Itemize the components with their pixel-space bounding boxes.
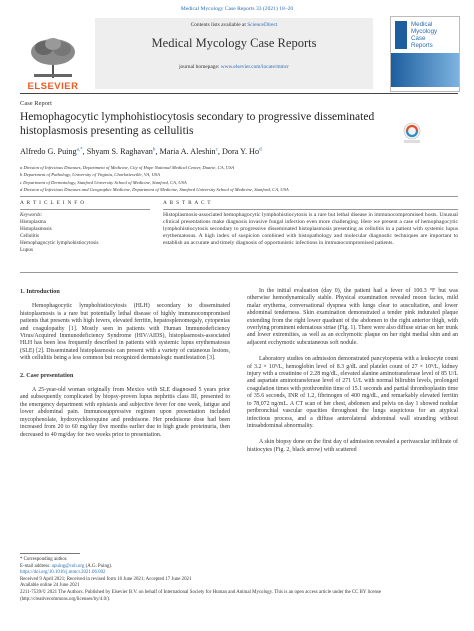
footnotes xyxy=(20,557,458,603)
affiliation-line: c Department of Dermatology, Stanford University School of Medicine, Stanford, CA, USA xyxy=(20,179,187,185)
body-paragraph: In the initial evaluation (day 0), the patient had a fever of 100.3 °F but was otherwise hemodynamically stable. Physical examination revealed moon facies, mild malar erythema, conversational dyspnea with lungs clear to auscultation, and lower abdominal tenderness. Skin examination demonstrated a tender pink indurated plaque extending from the right lower quadrant of the abdomen to the right anterior thigh, with overlying prominent edematous striae (Fig. 1). There were also diffuse striae on her trunk and lower extremities, as well as an ecchymotic plaque on her right medial shin and an adjacent ecchymotic subcutaneous soft nodule. xyxy=(247,288,458,346)
cover-title xyxy=(411,21,437,49)
available-online: Available online 24 June 2021 xyxy=(20,583,80,589)
received-dates: Received 9 April 2021; Received in revised form 16 June 2021; Accepted 17 June 2021 xyxy=(20,576,192,582)
abstract-text: Histoplasmosis-associated hemophagocytic lymphohistiocytosis is a rare but lethal disease in immunocompromised hosts. Unusual clinical presentations make diagnosis invasive fungal infection even more challenging. Here we present a case of hemophagocytic lymphohistiocytosis secondary to progressive disseminated histoplasmosis presenting as cellulitis in a patient with systemic lupus erythematosus. A high index of suspicion combined with histopathology and molecular diagnostic techniques are important to establish an accurate and timely diagnosis of opportunistic infections in immunocompromised patients. xyxy=(163,212,458,247)
doi-link[interactable]: https://doi.org/10.1016/j.mmcr.2021.06.002 xyxy=(20,570,106,576)
elsevier-logo xyxy=(20,36,86,92)
left-column xyxy=(20,288,230,448)
sciencedirect-link[interactable]: ScienceDirect xyxy=(247,22,278,28)
keyword: Hemophagocytic lymphohistiocytosis xyxy=(20,240,99,246)
cover-title-line: Mycology xyxy=(411,28,438,35)
check-for-updates-icon[interactable] xyxy=(400,120,424,144)
cover-stripe xyxy=(395,21,407,49)
author-name[interactable]: Dora Y. Ho xyxy=(221,147,260,156)
author-marks: b xyxy=(152,147,156,153)
keyword: Histoplasma xyxy=(20,219,46,225)
author-marks: a,* xyxy=(76,147,83,153)
author-marks: c xyxy=(215,147,218,153)
body-paragraph: A skin biopsy done on the first day of admission revealed a perivascular infiltrate of histiocytes (Fig. 2, black arrow) with scattered xyxy=(247,439,458,453)
running-header: Medical Mycology Case Reports 33 (2021) 18–20 xyxy=(180,6,294,12)
contents-line xyxy=(95,22,373,28)
corresponding-author-note: * Corresponding author. xyxy=(20,557,68,562)
right-column xyxy=(247,288,458,463)
keyword: Cellulitis xyxy=(20,233,40,239)
contents-prefix: Contents lists available at xyxy=(190,22,246,28)
homepage-line xyxy=(95,64,373,70)
body-paragraph: Laboratory studies on admission demonstrated pancytopenia with a leukocyte count of 3.2 × 10⁹/L, hemoglobin level of 8.3 g/dL and platelet count of 27 × 10⁹/L, kidney injury with a creatinine of 2.28 mg/dL, elevated alanine aminotransferase level of 85 U/L and aspartate aminotransferase level of 271 U/L with normal bilirubin levels, prolonged coagulation times with prothrombin time of 15.1 seconds and partial thromboplastin time of 35.6 seconds, INR of 1.2, fibrinogen of 400 mg/dL, and remarkably elevated ferritin to 78,072 ng/mL. A CT scan of her chest, abdomen and pelvis on day 1 showed nodular peribronchial vascular opacities throughout the lungs suspicious for an atypical infectious process, and a diffuse anterolateral abdominal wall stranding without intraabdominal abnormality. xyxy=(247,356,458,429)
article-info-divider xyxy=(20,209,150,210)
keyword: Lupus xyxy=(20,247,33,253)
affiliation-line: d Division of Infectious Diseases and Geographic Medicine, Department of Medicine, Stanford University School of Medicine, Stanford, CA, USA xyxy=(20,187,289,193)
case-paragraph: A 25-year-old woman originally from Mexico with SLE diagnosed 5 years prior and subsequently complicated by biopsy-proven lupus nephritis class III, presented to the emergency department with epistaxis and subjective fever for one week, fatigue and lower abdominal pain. Immunosuppressive regimen upon presentation included mycophenolate, hydroxychloroquine and prednisone. Her prednisone dose had been increased from 20 to 60 mg/day five months earlier due to high grade proteinuria, then decreased to 40 mg/day for two weeks prior to presentation. xyxy=(20,387,230,438)
journal-cover-thumbnail xyxy=(390,16,460,92)
footnote-divider xyxy=(20,553,80,554)
license-text: 2211-7539/© 2021 The Authors. Published by Elsevier B.V. on behalf of International Society for Human and Animal Mycology. This is an open access article under the CC BY license (http://creativecommons.org/licenses/by/4.0/). xyxy=(20,589,382,602)
author-name[interactable]: Maria A. Aleshin xyxy=(159,147,216,156)
article-type: Case Report xyxy=(20,100,52,107)
introduction-heading: 1. Introduction xyxy=(20,288,60,295)
introduction-paragraph: Hemophagocytic lymphohistiocytosis (HLH) secondary to disseminated histoplasmosis is a rare but potentially lethal disease of highly immunocompromised patients that presents with high fevers, elevated ferritin, hepatosplenomegaly, cytopenias and coagulopathy [1]. Mostly seen in patients with Human Immunodeficiency Virus/Acquired Immunodeficiency Syndrome (HIV/AIDS), histoplasmosis-associated HLH has been less frequently described in patients with systemic lupus erythematosus (SLE) [2]. Disseminated histoplasmosis can present with a variety of cutaneous lesions, with cellulitis being a less common but recognized dermatologic manifestation [3]. xyxy=(20,303,230,362)
cover-title-line: Reports xyxy=(411,42,433,49)
elsevier-tree-icon xyxy=(24,36,82,80)
author-name[interactable]: Alfredo G. Puing xyxy=(20,147,77,156)
article-title: Hemophagocytic lymphohistiocytosis secondary to progressive disseminated histoplasmosis presenting as cellulitis xyxy=(20,111,375,137)
abstract-bottom-divider xyxy=(20,272,458,273)
cover-title-line: Medical xyxy=(411,21,433,28)
cover-image-band xyxy=(391,53,459,87)
affiliations xyxy=(20,164,458,194)
email-line xyxy=(20,564,458,571)
keyword: Histoplasmosis xyxy=(20,226,52,232)
cover-title-line: Case xyxy=(411,35,426,42)
homepage-link[interactable]: www.elsevier.com/locate/mmcr xyxy=(220,64,289,70)
case-presentation-heading: 2. Case presentation xyxy=(20,371,74,379)
affiliation-line: a Division of Infectious Diseases, Department of Medicine, City of Hope National Medical Center, Duarte, CA, USA xyxy=(20,165,235,170)
header-divider xyxy=(20,93,458,94)
keywords-block xyxy=(20,212,150,254)
publisher-name: ELSEVIER xyxy=(27,81,79,92)
affiliation-divider xyxy=(20,196,458,197)
abstract-heading: A B S T R A C T xyxy=(163,200,212,206)
journal-header-box xyxy=(95,18,373,89)
email-prefix: E-mail address: xyxy=(20,563,51,569)
author-marks: d xyxy=(259,147,262,153)
homepage-prefix: journal homepage: xyxy=(179,64,220,70)
article-info-heading: A R T I C L E I N F O xyxy=(20,200,85,206)
affiliation-line: b Department of Pathology, University of Virginia, Charlottesville, VA, USA xyxy=(20,172,160,178)
email-suffix: (A.G. Puing). xyxy=(85,563,113,569)
author-name[interactable]: Shyam S. Raghavan xyxy=(86,147,153,156)
author-list: Alfredo G. Puing$^{a,*}$, Shyam S. Raghavan$^b$, Maria A. Aleshin$^c$, Dora Y. Ho$^d$ xyxy=(20,147,262,156)
abstract-divider xyxy=(163,209,458,210)
keywords-heading: Keywords: xyxy=(20,212,43,218)
email-link[interactable]: apuing@coh.org xyxy=(51,563,85,569)
journal-title: Medical Mycology Case Reports xyxy=(151,36,317,50)
